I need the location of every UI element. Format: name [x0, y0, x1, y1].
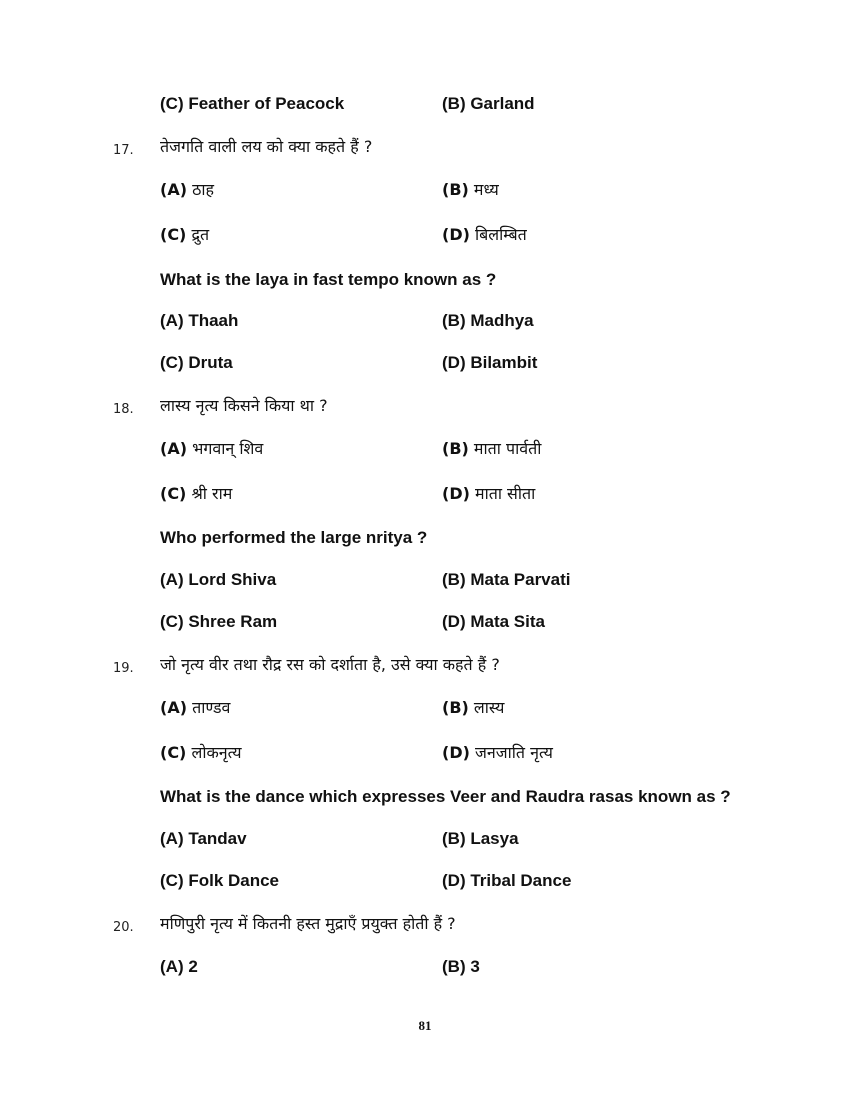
question-17-english-options-cd	[0, 353, 850, 381]
question-17-english-options-ab	[0, 311, 850, 339]
question-17-english	[0, 270, 850, 298]
question-number: 19.	[113, 661, 134, 676]
question-19-english	[0, 787, 850, 815]
question-18-hindi-options-cd	[0, 484, 850, 512]
page-number: 81	[418, 1018, 432, 1033]
question-18-english-options-cd	[0, 612, 850, 640]
option-c: (C) लोकनृत्य	[160, 743, 242, 762]
option-c: (C) द्रुत	[160, 225, 210, 244]
question-text-hindi: मणिपुरी नृत्य में कितनी हस्त मुद्राएँ प्रयुक्त होती हैं ?	[160, 914, 456, 933]
question-20-options-ab	[0, 957, 850, 985]
option-d: (D) बिलम्बित	[442, 225, 527, 244]
option-a: (A) भगवान् शिव	[160, 439, 264, 458]
question-17-hindi-options-cd	[0, 225, 850, 253]
question-19-hindi-options-ab	[0, 698, 850, 726]
option-c: (C) Folk Dance	[160, 871, 280, 890]
option-d: (D) Bilambit	[442, 353, 538, 372]
question-18-hindi	[0, 396, 850, 424]
question-number: 20.	[113, 920, 134, 935]
question-19-hindi	[0, 655, 850, 683]
option-a: (A) ठाह	[160, 180, 215, 199]
question-number: 18.	[113, 402, 134, 417]
option-b: (B) 3	[442, 957, 480, 976]
question-17-hindi	[0, 137, 850, 165]
option-b: (B) Madhya	[442, 311, 534, 330]
option-c: (C) श्री राम	[160, 484, 233, 503]
option-c: (C) Feather of Peacock	[160, 94, 345, 113]
option-d: (D) Mata Sita	[442, 612, 545, 631]
question-number: 17.	[113, 143, 134, 158]
option-a: (A) 2	[160, 957, 198, 976]
option-d: (D) माता सीता	[442, 484, 536, 503]
question-19-english-options-ab	[0, 829, 850, 857]
question-20-hindi	[0, 914, 850, 942]
question-text-english: What is the dance which expresses Veer and Raudra rasas known as ?	[160, 787, 731, 806]
option-b: (B) मध्य	[442, 180, 499, 199]
question-19-hindi-options-cd	[0, 743, 850, 771]
question-text-hindi: लास्य नृत्य किसने किया था ?	[160, 396, 328, 415]
option-d: (D) Tribal Dance	[442, 871, 572, 890]
option-a: (A) Lord Shiva	[160, 570, 277, 589]
option-a: (A) Thaah	[160, 311, 239, 330]
option-a: (A) ताण्डव	[160, 698, 231, 717]
question-17-hindi-options-ab	[0, 180, 850, 208]
prev-question-options	[0, 94, 850, 122]
question-text-hindi: जो नृत्य वीर तथा रौद्र रस को दर्शाता है, उसे क्या कहते हैं ?	[160, 655, 500, 674]
option-b: (B) माता पार्वती	[442, 439, 542, 458]
option-c: (C) Shree Ram	[160, 612, 278, 631]
question-18-hindi-options-ab	[0, 439, 850, 467]
question-text-hindi: तेजगति वाली लय को क्या कहते हैं ?	[160, 137, 373, 156]
question-18-english	[0, 528, 850, 556]
option-b: (B) Lasya	[442, 829, 519, 848]
option-a: (A) Tandav	[160, 829, 247, 848]
question-text-english: What is the laya in fast tempo known as ?	[160, 270, 497, 289]
option-d: (D) जनजाति नृत्य	[442, 743, 553, 762]
option-b: (B) Mata Parvati	[442, 570, 571, 589]
question-18-english-options-ab	[0, 570, 850, 598]
option-b: (B) Garland	[442, 94, 535, 113]
option-c: (C) Druta	[160, 353, 233, 372]
question-19-english-options-cd	[0, 871, 850, 899]
option-b: (B) लास्य	[442, 698, 505, 717]
question-text-english: Who performed the large nritya ?	[160, 528, 428, 547]
